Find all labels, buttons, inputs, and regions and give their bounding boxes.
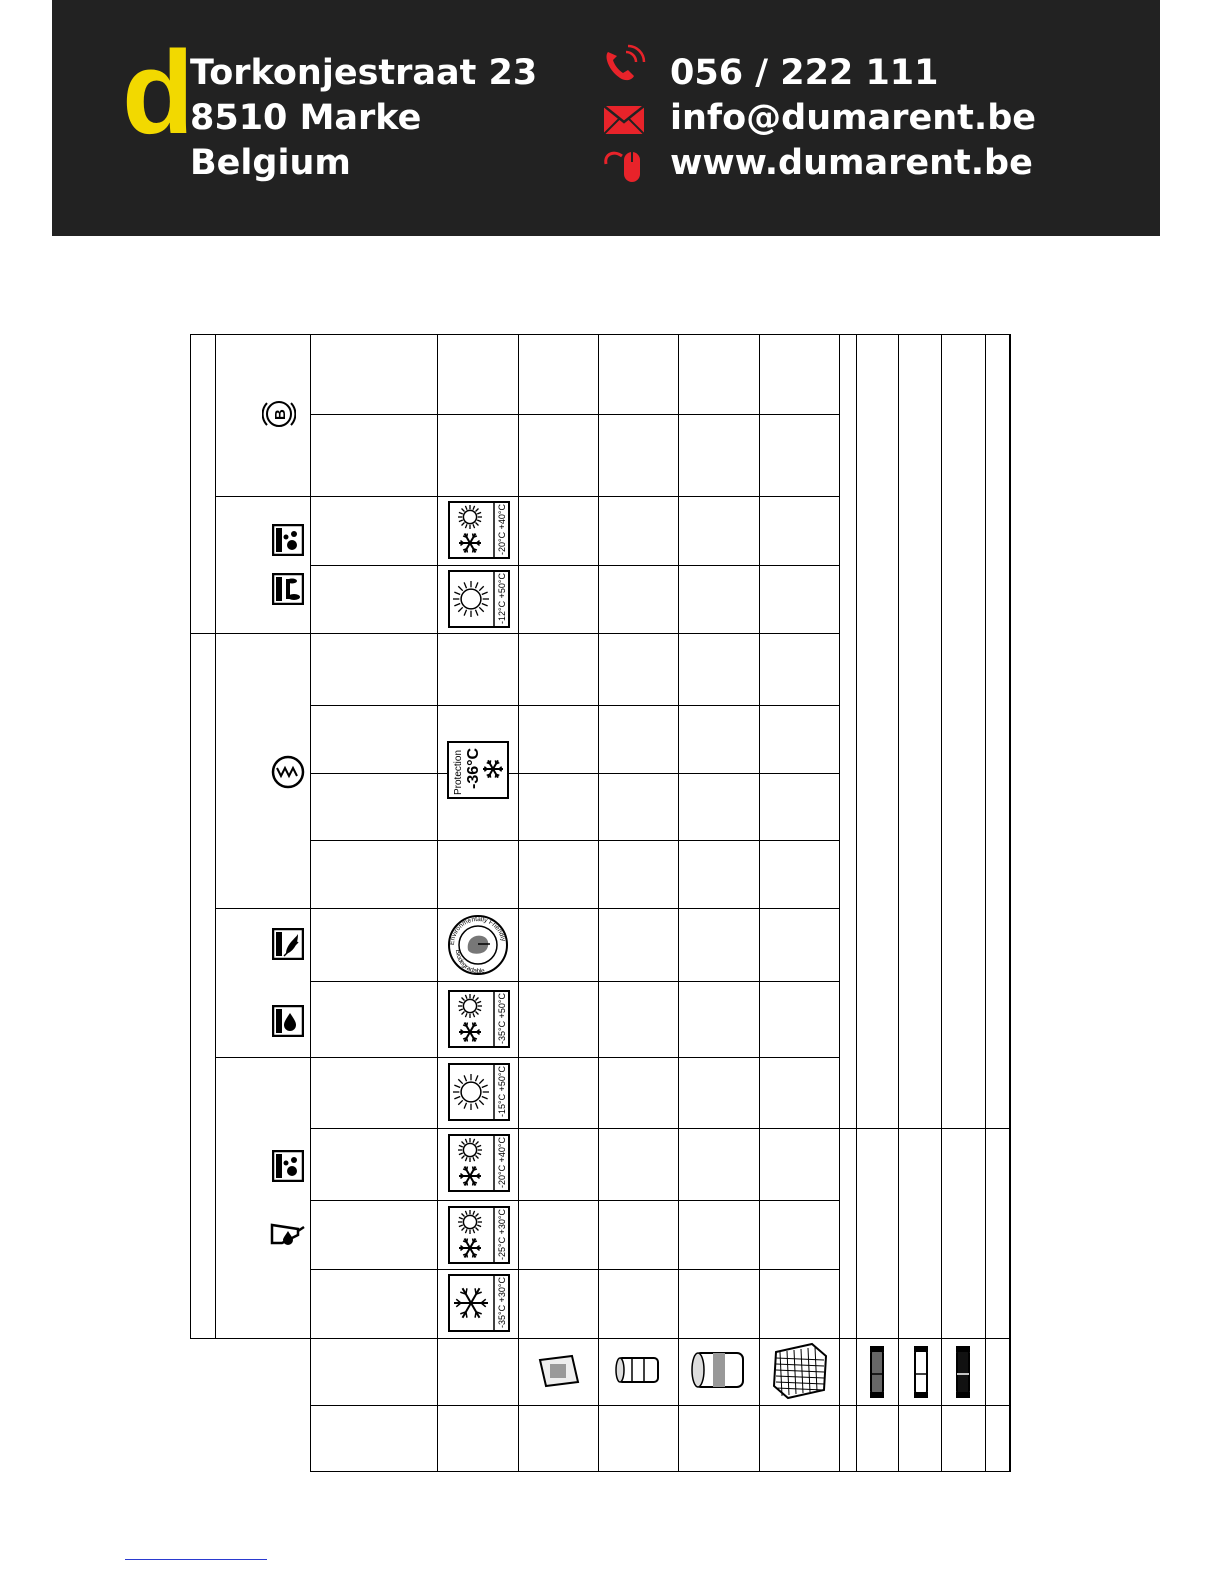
matrix-cell (518, 705, 599, 774)
matrix-cell (678, 705, 760, 774)
side-cell (898, 1405, 942, 1472)
bottom-cell (598, 1405, 679, 1472)
side-cell (985, 1128, 1011, 1339)
matrix-cell (678, 496, 760, 566)
gear-pictogram-icon (272, 524, 304, 556)
matrix-cell (598, 773, 679, 841)
matrix-cell (518, 773, 599, 841)
matrix-cell (678, 981, 760, 1058)
matrix-cell (310, 1057, 438, 1129)
side-cell (985, 1338, 1011, 1406)
matrix-cell (598, 981, 679, 1058)
svg-text:Biodegradable: Biodegradable (453, 949, 486, 976)
temperature-range-label: -25°C +30°C (497, 1209, 507, 1260)
matrix-cell (310, 496, 438, 566)
side-cell (839, 1405, 857, 1472)
matrix-cell (518, 908, 599, 982)
svg-text:Environmentally Friendly: Environmentally Friendly (448, 915, 507, 946)
hydraulic-pictogram-icon (272, 573, 304, 605)
matrix-cell (678, 840, 760, 909)
matrix-cell (598, 414, 679, 497)
group-spine (190, 633, 216, 1339)
matrix-cell (518, 334, 599, 415)
eco-seal-icon (446, 914, 510, 976)
group-box (215, 1057, 311, 1339)
coolant-icon (270, 754, 306, 790)
bottom-cell (678, 1405, 760, 1472)
matrix-cell (598, 1128, 679, 1201)
matrix-cell (678, 334, 760, 415)
side-cell (856, 1405, 899, 1472)
drum-large-icon (689, 1350, 749, 1390)
group-spine (190, 334, 216, 634)
matrix-cell (310, 840, 438, 909)
matrix-cell (759, 334, 840, 415)
temperature-range-icon (448, 990, 510, 1048)
temperature-range-label: -20°C +40°C (497, 504, 507, 555)
matrix-cell (310, 334, 438, 415)
matrix-cell (598, 705, 679, 774)
temperature-range-label: -12°C +50°C (497, 573, 507, 624)
matrix-cell (310, 981, 438, 1058)
website-link[interactable]: www.dumarent.be (670, 143, 1033, 183)
matrix-cell (678, 633, 760, 706)
matrix-cell (759, 705, 840, 774)
svg-text:B: B (272, 409, 289, 420)
temperature-range-icon (448, 1063, 510, 1121)
matrix-cell (518, 414, 599, 497)
group-box (215, 496, 311, 634)
matrix-cell (518, 633, 599, 706)
brake-fluid-icon (262, 395, 296, 433)
matrix-cell (310, 565, 438, 634)
matrix-cell (678, 1128, 760, 1201)
email-address[interactable]: info@dumarent.be (670, 98, 1036, 138)
company-logo: d (122, 27, 195, 159)
matrix-cell (759, 840, 840, 909)
matrix-cell (598, 334, 679, 415)
matrix-cell (759, 414, 840, 497)
side-cell (985, 1405, 1011, 1472)
matrix-cell (598, 1200, 679, 1270)
side-cell (941, 1405, 986, 1472)
temperature-range-label: -20°C +40°C (497, 1137, 507, 1188)
matrix-cell (678, 1057, 760, 1129)
phone-number[interactable]: 056 / 222 111 (670, 53, 939, 93)
gear-pictogram-icon (272, 1150, 304, 1182)
bottom-cell (759, 1405, 840, 1472)
matrix-cell (598, 1057, 679, 1129)
side-cell (941, 1128, 986, 1339)
temperature-range-icon (448, 1274, 510, 1332)
matrix-cell (598, 496, 679, 566)
temperature-range-label: -35°C +50°C (497, 993, 507, 1044)
matrix-cell (518, 496, 599, 566)
matrix-cell (759, 1057, 840, 1129)
engine-oil-icon (268, 1217, 308, 1251)
side-cell (856, 1128, 899, 1339)
temperature-range-label: -35°C +30°C (497, 1277, 507, 1328)
frost-protection-icon (447, 741, 509, 799)
matrix-cell (518, 1269, 599, 1339)
matrix-cell (678, 565, 760, 634)
cartridge-icon (866, 1344, 888, 1400)
matrix-cell (310, 414, 438, 497)
temperature-range-icon (448, 1134, 510, 1192)
drum-small-icon (612, 1354, 664, 1386)
matrix-cell (598, 840, 679, 909)
matrix-cell (598, 1269, 679, 1339)
matrix-cell (759, 1128, 840, 1201)
chain-oil-pictogram-icon (272, 928, 304, 960)
cartridge-black-icon (952, 1344, 974, 1400)
side-cell (839, 1338, 857, 1406)
matrix-cell (518, 1128, 599, 1201)
matrix-cell (598, 565, 679, 634)
matrix-cell (678, 908, 760, 982)
matrix-cell (598, 633, 679, 706)
matrix-cell (518, 840, 599, 909)
address-country: Belgium (190, 143, 351, 183)
temperature-range-icon (448, 570, 510, 628)
matrix-cell (310, 908, 438, 982)
side-cell (839, 334, 857, 1129)
matrix-cell (759, 981, 840, 1058)
matrix-cell (759, 1200, 840, 1270)
matrix-cell (759, 773, 840, 841)
matrix-cell (437, 840, 519, 909)
side-cell (941, 334, 986, 1129)
oil-drop-pictogram-icon (272, 1005, 304, 1037)
matrix-cell (678, 773, 760, 841)
side-cell (985, 334, 1011, 1129)
side-cell (898, 1128, 942, 1339)
matrix-cell (437, 633, 519, 706)
protection-label: Protection (453, 749, 464, 795)
matrix-cell (310, 1200, 438, 1270)
side-cell (898, 334, 942, 1129)
matrix-cell (310, 633, 438, 706)
matrix-cell (759, 633, 840, 706)
matrix-cell (678, 1269, 760, 1339)
address-city: 8510 Marke (190, 98, 422, 138)
matrix-cell (518, 1200, 599, 1270)
matrix-cell (759, 908, 840, 982)
matrix-cell (437, 334, 519, 415)
matrix-cell (759, 1269, 840, 1339)
matrix-cell (678, 1200, 760, 1270)
matrix-cell (759, 565, 840, 634)
footnote-rule (125, 1559, 267, 1560)
matrix-cell (310, 705, 438, 774)
side-cell (856, 334, 899, 1129)
bottom-cell (437, 1405, 519, 1472)
protection-temp-label: -36°C (465, 747, 482, 789)
temperature-range-icon (448, 501, 510, 559)
bottom-cell (437, 1338, 519, 1406)
matrix-cell (598, 908, 679, 982)
address-street: Torkonjestraat 23 (190, 53, 538, 93)
matrix-cell (518, 1057, 599, 1129)
can-1l-icon (536, 1352, 582, 1390)
matrix-cell (310, 773, 438, 841)
matrix-cell (437, 414, 519, 497)
matrix-cell (678, 414, 760, 497)
matrix-cell (310, 1128, 438, 1201)
side-cell (839, 1128, 857, 1339)
matrix-cell (518, 565, 599, 634)
bottom-cell (518, 1405, 599, 1472)
matrix-cell (310, 1269, 438, 1339)
ibc-container-icon (768, 1340, 832, 1402)
cartridge-white-icon (910, 1344, 932, 1400)
matrix-cell (518, 981, 599, 1058)
temperature-range-icon (448, 1206, 510, 1264)
temperature-range-label: -15°C +50°C (497, 1066, 507, 1117)
matrix-cell (759, 496, 840, 566)
